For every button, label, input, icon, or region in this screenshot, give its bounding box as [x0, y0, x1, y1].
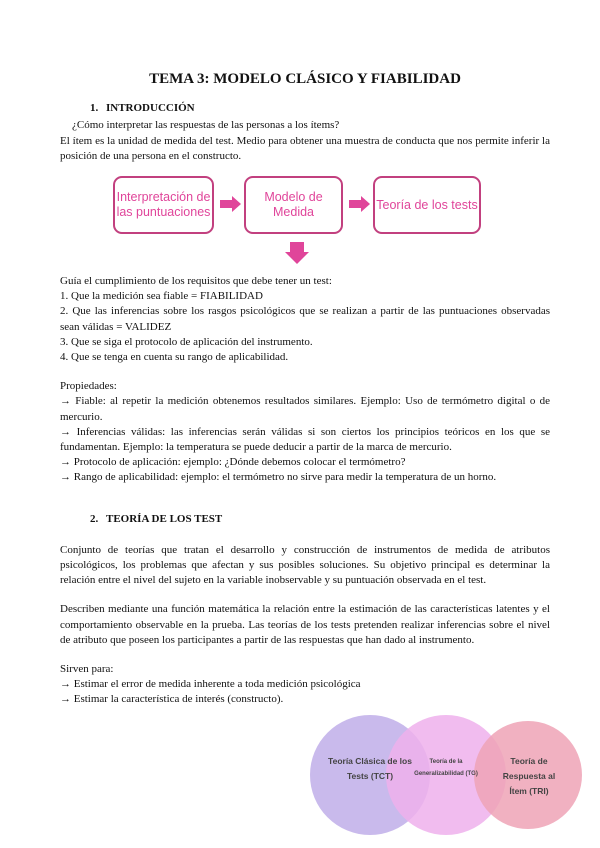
venn-diagram: [300, 712, 590, 842]
arrow-right-icon: [349, 196, 371, 212]
uses-label: Sirven para:: [60, 663, 114, 676]
use-item: → Estimar la característica de interés (constructo).: [60, 693, 284, 706]
page-title: TEMA 3: MODELO CLÁSICO Y FIABILIDAD: [149, 71, 461, 87]
venn-label-tri: Teoría de Respuesta al Ítem (TRI): [502, 756, 556, 796]
arrow-right-icon: [220, 196, 242, 212]
property-item: → Inferencias válidas: las inferencias serán válidas si son ciertos los principios teóricos en los que se fundamentan. Ejemplo: la temperatura se puede deducir a partir de la marca de mercurio.: [60, 425, 550, 454]
intro-question: ¿Cómo interpretar las respuestas de las personas a los ítems?: [72, 119, 340, 132]
property-item: → Rango de aplicabilidad: ejemplo: el termómetro no sirve para medir la temperatura de un horno.: [60, 471, 497, 484]
requirement-item: 4. Que se tenga en cuenta su rango de aplicabilidad.: [60, 351, 289, 364]
venn-label-tg: Teoría de la Generalizabilidad (TG): [414, 759, 478, 777]
requirement-item: 3. Que se siga el protocolo de aplicación del instrumento.: [60, 335, 313, 348]
requirement-item: 2. Que las inferencias sobre los rasgos psicológicos que se realizan a partir de las puntuaciones observadas sean válidas = VALIDEZ: [60, 305, 550, 333]
section-heading-introduccion: 1. INTRODUCCIÓN: [90, 102, 195, 115]
section-heading-teoria: 2. TEORÍA DE LOS TEST: [90, 512, 223, 525]
use-item: → Estimar el error de medida inherente a toda medición psicológica: [60, 678, 361, 691]
property-item: → Protocolo de aplicación: ejemplo: ¿Dónde debemos colocar el termómetro?: [60, 456, 406, 469]
intro-paragraph: El ítem es la unidad de medida del test. Medio para obtener una muestra de conducta que nos permite inferir la posición de una persona en el constructo.: [60, 134, 550, 162]
requirement-item: 1. Que la medición sea fiable = FIABILIDAD: [60, 290, 263, 303]
flow-box-teoria: Teoría de los tests: [373, 176, 481, 234]
arrow-down-icon: [285, 242, 309, 264]
venn-label-tct: Teoría Clásica de los Tests (TCT): [328, 756, 412, 781]
flow-diagram: [60, 176, 550, 274]
property-item: → Fiable: al repetir la medición obtenemos resultados similares. Ejemplo: Uso de termómetro digital o de mercurio.: [60, 395, 550, 423]
flow-box-interpretacion: Interpretación de las puntuaciones: [113, 176, 214, 234]
properties-label: Propiedades:: [60, 380, 117, 393]
guide-text: Guía el cumplimiento de los requisitos que debe tener un test:: [60, 275, 332, 288]
flow-box-modelo: Modelo de Medida: [244, 176, 343, 234]
theory-paragraph-2: Describen mediante una función matemática la relación entre la estimación de las características latentes y el comportamiento observable en la prueba. Las teorías de los tests pretenden realizar inferencias sobre el nivel de atributo que poseen los participantes a partir de las respuestas que han dado al instrumento.: [60, 603, 550, 646]
theory-paragraph-1: Conjunto de teorías que tratan el desarrollo y construcción de instrumentos de medida de atributos psicológicos, los problemas que afectan y sus posibles soluciones. Su objetivo principal es determinar la relación entre el nivel del sujeto en la variable inobservable y su puntuación observada en el test.: [60, 543, 550, 587]
